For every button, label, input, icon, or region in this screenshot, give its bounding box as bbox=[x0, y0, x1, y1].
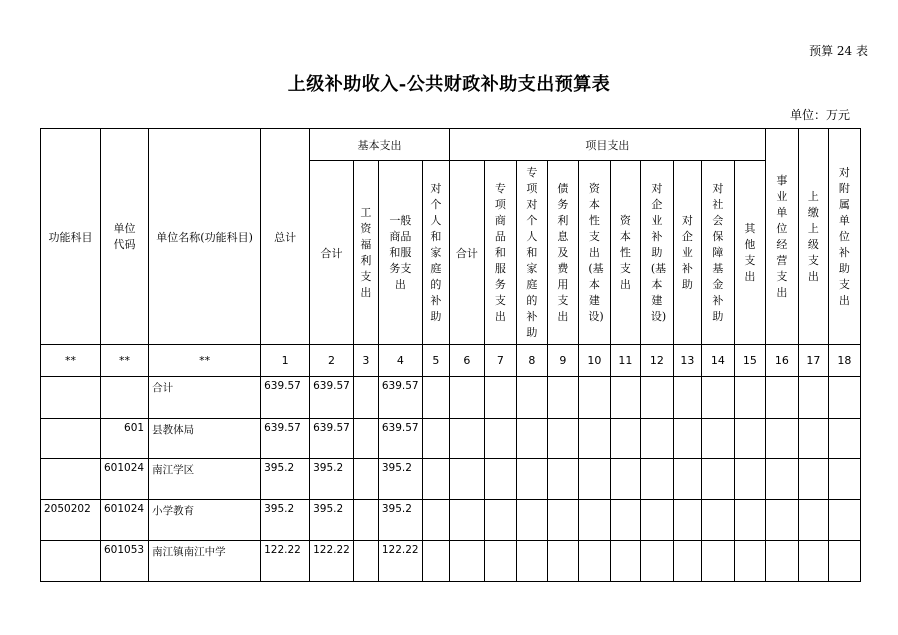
index-cell: 9 bbox=[547, 345, 578, 377]
header-other: 其他支出 bbox=[734, 161, 765, 345]
table-cell bbox=[516, 500, 547, 541]
table-cell bbox=[673, 500, 701, 541]
table-cell bbox=[828, 377, 860, 419]
func-subject-cell: 2050202 bbox=[41, 500, 101, 541]
index-cell: 6 bbox=[449, 345, 484, 377]
table-cell bbox=[798, 500, 828, 541]
header-debt-interest: 债务利息及费用支出 bbox=[547, 161, 578, 345]
index-cell: 13 bbox=[673, 345, 701, 377]
table-cell bbox=[484, 459, 516, 500]
unit-code-cell: 601 bbox=[101, 419, 149, 459]
table-cell bbox=[516, 459, 547, 500]
header-special-goods: 专项商品和服务支出 bbox=[484, 161, 516, 345]
table-cell bbox=[640, 459, 673, 500]
table-cell bbox=[422, 500, 449, 541]
unit-name-cell: 合计 bbox=[149, 377, 261, 419]
table-cell bbox=[449, 419, 484, 459]
index-cell: 2 bbox=[310, 345, 354, 377]
table-cell bbox=[449, 459, 484, 500]
table-cell bbox=[765, 377, 798, 419]
table-cell bbox=[798, 419, 828, 459]
table-row bbox=[41, 459, 861, 500]
table-cell bbox=[422, 377, 449, 419]
header-enterprise-construction: 对企业补助(基本建设) bbox=[640, 161, 673, 345]
basic-total-cell: 395.2 bbox=[310, 500, 354, 541]
form-number: 预算 24 表 bbox=[809, 44, 868, 58]
header-capital: 资本性支出 bbox=[610, 161, 640, 345]
index-cell: ** bbox=[41, 345, 101, 377]
table-cell bbox=[734, 541, 765, 582]
table-cell bbox=[449, 377, 484, 419]
table-cell bbox=[798, 459, 828, 500]
table-cell bbox=[484, 377, 516, 419]
table-cell bbox=[484, 419, 516, 459]
table-cell bbox=[578, 541, 610, 582]
header-func-subject: 功能科目 bbox=[41, 129, 101, 345]
table-cell bbox=[610, 419, 640, 459]
table-cell bbox=[734, 459, 765, 500]
table-cell bbox=[449, 500, 484, 541]
table-cell bbox=[673, 541, 701, 582]
table-cell bbox=[640, 377, 673, 419]
unit-code-cell: 601024 bbox=[101, 459, 149, 500]
unit-name-cell: 小学教育 bbox=[149, 500, 261, 541]
table-cell bbox=[578, 459, 610, 500]
goods-services-cell: 639.57 bbox=[378, 377, 422, 419]
index-cell: 4 bbox=[378, 345, 422, 377]
table-cell bbox=[547, 419, 578, 459]
table-cell bbox=[673, 459, 701, 500]
table-cell bbox=[828, 500, 860, 541]
table-row bbox=[41, 419, 861, 459]
table-cell bbox=[701, 377, 734, 419]
header-special-family: 专项对个人和家庭的补助 bbox=[516, 161, 547, 345]
table-cell bbox=[353, 419, 378, 459]
table-cell bbox=[516, 377, 547, 419]
table-cell bbox=[640, 419, 673, 459]
table-cell bbox=[484, 541, 516, 582]
table-cell bbox=[798, 541, 828, 582]
index-cell: 8 bbox=[516, 345, 547, 377]
header-basic-group: 基本支出 bbox=[310, 129, 450, 161]
unit-name-cell: 南江镇南江中学 bbox=[149, 541, 261, 582]
table-cell bbox=[673, 419, 701, 459]
table-cell bbox=[765, 500, 798, 541]
table-cell bbox=[640, 500, 673, 541]
func-subject-cell bbox=[41, 377, 101, 419]
unit-label: 单位：万元 bbox=[789, 108, 850, 122]
index-row bbox=[41, 345, 861, 377]
index-cell: 18 bbox=[828, 345, 860, 377]
table-cell bbox=[610, 500, 640, 541]
table-cell bbox=[765, 541, 798, 582]
index-cell: 7 bbox=[484, 345, 516, 377]
goods-services-cell: 395.2 bbox=[378, 500, 422, 541]
index-cell: 12 bbox=[640, 345, 673, 377]
goods-services-cell: 122.22 bbox=[378, 541, 422, 582]
index-cell: 17 bbox=[798, 345, 828, 377]
unit-name-cell: 南江学区 bbox=[149, 459, 261, 500]
total-cell: 639.57 bbox=[261, 377, 310, 419]
func-subject-cell bbox=[41, 419, 101, 459]
header-wages: 工资福利支出 bbox=[353, 161, 378, 345]
index-cell: 1 bbox=[261, 345, 310, 377]
table-cell bbox=[798, 377, 828, 419]
budget-table bbox=[40, 128, 861, 582]
page-title: 上级补助收入-公共财政补助支出预算表 bbox=[287, 74, 611, 95]
table-cell bbox=[828, 541, 860, 582]
table-cell bbox=[449, 541, 484, 582]
index-cell: 3 bbox=[353, 345, 378, 377]
table-cell bbox=[547, 377, 578, 419]
table-cell bbox=[640, 541, 673, 582]
header-basic-total: 合计 bbox=[310, 161, 354, 345]
table-cell bbox=[734, 500, 765, 541]
header-goods-services: 一般商品和服务支出 bbox=[378, 161, 422, 345]
unit-code-cell bbox=[101, 377, 149, 419]
header-family-subsidy: 对个人和家庭的补助 bbox=[422, 161, 449, 345]
unit-name-cell: 县教体局 bbox=[149, 419, 261, 459]
table-cell bbox=[734, 419, 765, 459]
table-cell bbox=[578, 500, 610, 541]
table-cell bbox=[828, 459, 860, 500]
basic-total-cell: 122.22 bbox=[310, 541, 354, 582]
header-total: 总计 bbox=[261, 129, 310, 345]
table-cell bbox=[547, 500, 578, 541]
table-cell bbox=[422, 459, 449, 500]
table-cell bbox=[765, 459, 798, 500]
index-cell: ** bbox=[101, 345, 149, 377]
table-cell bbox=[353, 500, 378, 541]
table-cell bbox=[734, 377, 765, 419]
table-cell bbox=[516, 419, 547, 459]
header-capital-construction: 资本性支出(基本建设) bbox=[578, 161, 610, 345]
header-project-group: 项目支出 bbox=[449, 129, 765, 161]
table-cell bbox=[547, 459, 578, 500]
table-cell bbox=[353, 541, 378, 582]
index-cell: 14 bbox=[701, 345, 734, 377]
table-cell bbox=[765, 419, 798, 459]
total-cell: 639.57 bbox=[261, 419, 310, 459]
table-cell bbox=[422, 419, 449, 459]
unit-code-cell: 601024 bbox=[101, 500, 149, 541]
header-remit-superior: 上缴上级支出 bbox=[798, 129, 828, 345]
table-cell bbox=[701, 541, 734, 582]
header-project-total: 合计 bbox=[449, 161, 484, 345]
goods-services-cell: 395.2 bbox=[378, 459, 422, 500]
total-cell: 395.2 bbox=[261, 500, 310, 541]
table-cell bbox=[610, 377, 640, 419]
header-unit-name: 单位名称(功能科目) bbox=[149, 129, 261, 345]
header-business: 事业单位经营支出 bbox=[765, 129, 798, 345]
table-cell bbox=[422, 541, 449, 582]
index-cell: 16 bbox=[765, 345, 798, 377]
table-cell bbox=[828, 419, 860, 459]
table-cell bbox=[701, 500, 734, 541]
header-unit-code: 单位代码 bbox=[101, 129, 149, 345]
header-social-security: 对社会保障基金补助 bbox=[701, 161, 734, 345]
goods-services-cell: 639.57 bbox=[378, 419, 422, 459]
table-cell bbox=[701, 459, 734, 500]
table-cell bbox=[547, 541, 578, 582]
func-subject-cell bbox=[41, 541, 101, 582]
table-cell bbox=[353, 377, 378, 419]
index-cell: ** bbox=[149, 345, 261, 377]
table-cell bbox=[701, 419, 734, 459]
table-cell bbox=[516, 541, 547, 582]
table-cell bbox=[610, 459, 640, 500]
table-cell bbox=[578, 377, 610, 419]
table-cell bbox=[578, 419, 610, 459]
total-cell: 395.2 bbox=[261, 459, 310, 500]
index-cell: 10 bbox=[578, 345, 610, 377]
index-cell: 11 bbox=[610, 345, 640, 377]
table-row bbox=[41, 500, 861, 541]
basic-total-cell: 639.57 bbox=[310, 419, 354, 459]
index-cell: 15 bbox=[734, 345, 765, 377]
basic-total-cell: 639.57 bbox=[310, 377, 354, 419]
table-row bbox=[41, 377, 861, 419]
basic-total-cell: 395.2 bbox=[310, 459, 354, 500]
total-cell: 122.22 bbox=[261, 541, 310, 582]
table-cell bbox=[484, 500, 516, 541]
table-cell bbox=[673, 377, 701, 419]
table-cell bbox=[610, 541, 640, 582]
header-affiliated: 对附属单位补助支出 bbox=[828, 129, 860, 345]
table-cell bbox=[353, 459, 378, 500]
unit-code-cell: 601053 bbox=[101, 541, 149, 582]
header-enterprise: 对企业补助 bbox=[673, 161, 701, 345]
index-cell: 5 bbox=[422, 345, 449, 377]
func-subject-cell bbox=[41, 459, 101, 500]
table-row bbox=[41, 541, 861, 582]
